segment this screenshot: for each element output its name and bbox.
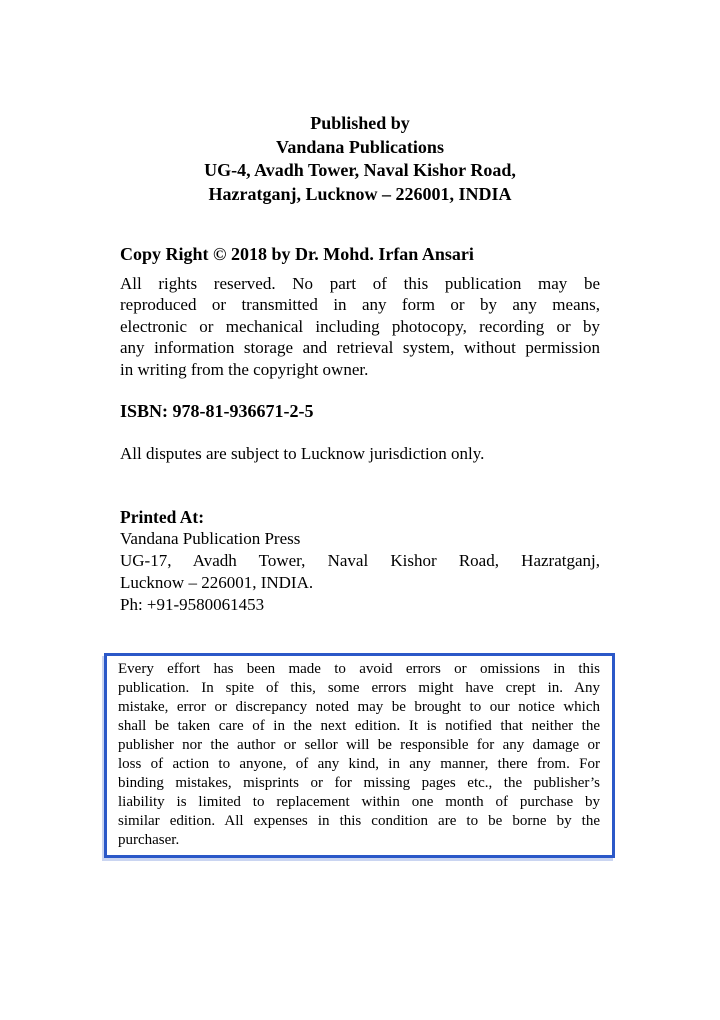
text-line: UG-4, Avadh Tower, Naval Kishor Road, bbox=[204, 160, 516, 180]
text-line: Hazratganj, Lucknow – 226001, INDIA bbox=[208, 183, 512, 204]
text-line: loss of action to anyone, of any kind, in any manner, there from. For bbox=[118, 756, 600, 772]
press-phone: Ph: +91-9580061453 bbox=[120, 595, 265, 614]
text-line: Vandana Publications bbox=[276, 136, 444, 157]
copyright-heading: Copy Right © 2018 by Dr. Mohd. Irfan Ansari bbox=[120, 244, 474, 264]
text-line: Published by bbox=[310, 113, 410, 133]
jurisdiction-line: All disputes are subject to Lucknow jurisdiction only. bbox=[120, 444, 485, 463]
text-line: Every effort has been made to avoid errors or omissions in this bbox=[118, 661, 600, 677]
isbn-line: ISBN: 978-81-936671-2-5 bbox=[120, 401, 314, 421]
text-line: All rights reserved. No part of this publication may be bbox=[120, 274, 600, 293]
printed-at-block bbox=[120, 506, 600, 616]
text-line: Lucknow – 226001, INDIA. bbox=[120, 573, 314, 592]
text-line: binding mistakes, misprints or for missing pages etc., the publisher’s bbox=[118, 775, 600, 791]
press-name: Vandana Publication Press bbox=[120, 529, 301, 548]
text-line: publication. In spite of this, some errors might have crept in. Any bbox=[118, 680, 600, 696]
text-line: reproduced or transmitted in any form or by any means, bbox=[120, 295, 600, 315]
text-line: publisher nor the author or sellor will be responsible for any damage or bbox=[118, 737, 600, 753]
text-line: mistake, error or discrepancy noted may be brought to our notice which bbox=[118, 699, 600, 715]
text-line: purchaser. bbox=[118, 832, 180, 848]
press-address bbox=[120, 550, 600, 594]
disclaimer-box bbox=[104, 653, 615, 858]
text-line: shall be taken care of in the next edition. It is notified that neither the bbox=[118, 718, 600, 734]
text-line: any information storage and retrieval system, without permission bbox=[120, 338, 600, 358]
text-line: electronic or mechanical including photocopy, recording or by bbox=[120, 316, 600, 336]
text-line: liability is limited to replacement within one month of purchase by bbox=[118, 794, 600, 810]
publisher-block bbox=[120, 112, 600, 206]
text-line: similar edition. All expenses in this condition are to be borne by the bbox=[118, 813, 600, 829]
text-line: in writing from the copyright owner. bbox=[120, 359, 369, 379]
rights-paragraph bbox=[120, 273, 600, 380]
printed-at-heading: Printed At: bbox=[120, 507, 205, 527]
text-line: UG-17, Avadh Tower, Naval Kishor Road, Hazratganj, bbox=[120, 551, 600, 570]
